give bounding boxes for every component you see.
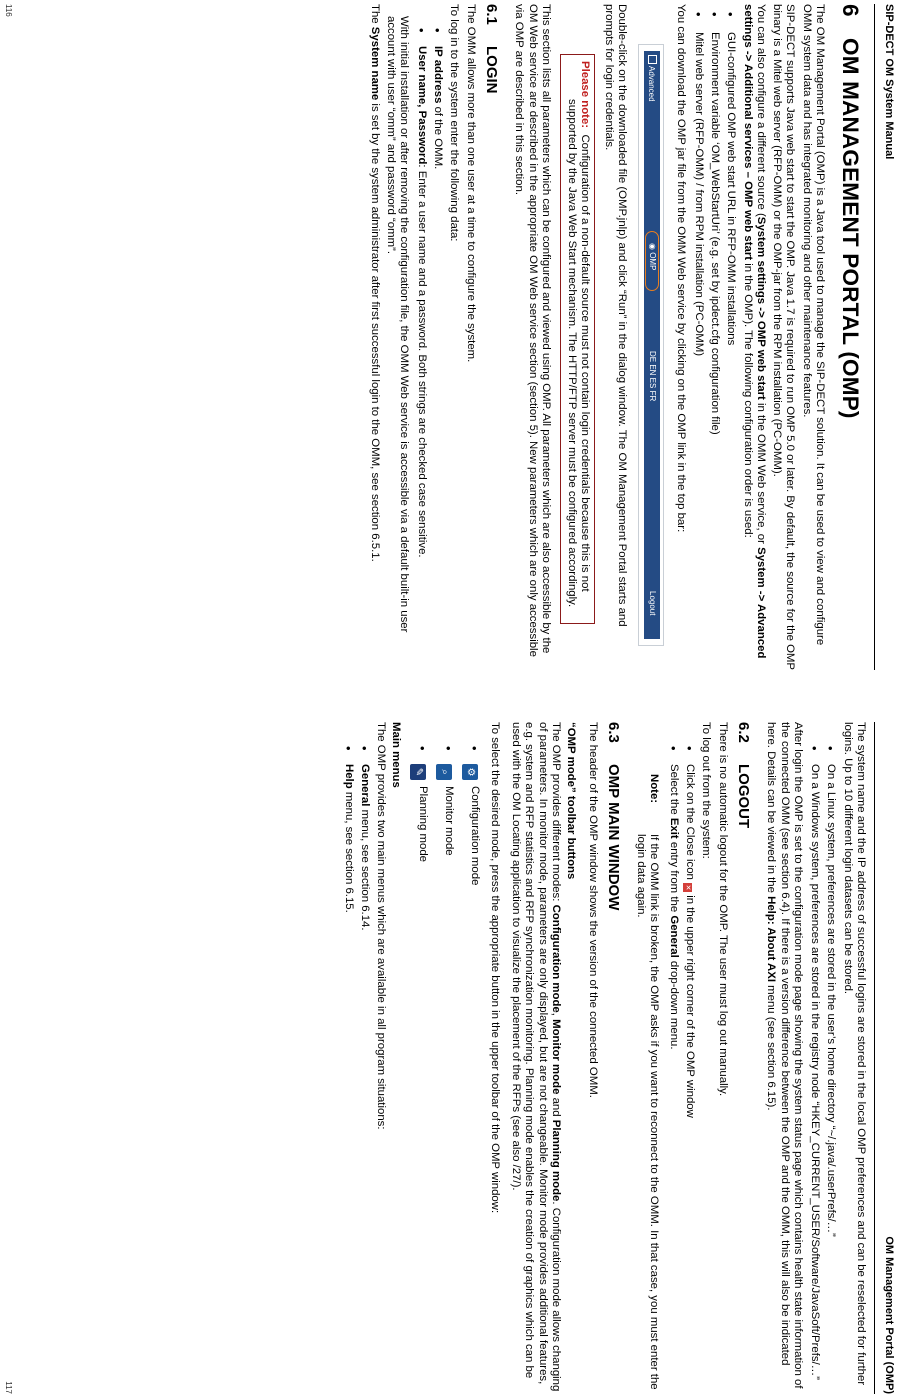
text-run: menu, see section 6.14. — [358, 806, 371, 931]
section-title-text: OMP MAIN WINDOW — [604, 764, 622, 911]
text-run: menu, see section 6.15. — [342, 788, 355, 913]
advanced-link[interactable] — [646, 55, 657, 102]
page-number-right: 117 — [4, 1381, 13, 1394]
bullet-icon: • — [356, 746, 372, 751]
paragraph: This section lists all parameters which can be configured and viewed using OMP. All parameters which are also accessible by the OM Web service are described in the appropriate OM Web service section (section 5). New parameters which are only accessible via OMP are described in this section. — [513, 4, 552, 657]
chapter-number: 6 — [838, 4, 863, 17]
paragraph: With initial installation or after removing the configuration file, the OMM Web service is accessible via a default built-in user account with user “omm” and password “omm”. — [385, 16, 411, 633]
paragraph: You can download the OMP jar file from the OMM Web service by clicking on the OMP link in the top bar: — [675, 4, 688, 533]
bullet-icon: • — [807, 746, 823, 751]
header-rule-left — [874, 4, 875, 670]
running-header-right: OM Management Portal (OMP) — [883, 1236, 895, 1394]
paragraph: The OMM allows more than one user at a time to configure the system. — [464, 4, 477, 363]
list-item — [462, 722, 481, 1394]
text-run: : Enter a user name and a password. Both strings are checked case sensitive. — [415, 164, 428, 558]
menus-list — [341, 722, 371, 1394]
page-number-left: 116 — [4, 4, 13, 17]
text-run: and — [549, 1094, 562, 1120]
page-body-left — [365, 4, 867, 670]
text-run: drop-down menu. — [667, 957, 680, 1050]
language-links[interactable]: DE EN ES FR — [648, 351, 658, 402]
section-title-text: LOGIN — [482, 46, 500, 94]
list-item-text: On a Linux system, preferences are stored in the user’s home directory “~/.java/.userPrefs/…” — [825, 764, 838, 1237]
paragraph — [368, 4, 381, 670]
paragraph: To log out from the system: — [700, 722, 713, 859]
text-run-bold: System settings -> OMP web start — [754, 216, 767, 400]
bullet-icon: • — [823, 746, 839, 751]
text-run: After login the OMP is set to the configuration mode page showing the system status page which contains health state information of the connected OMM (see section 6.4). If there is a version difference between the OMP and the OMM, this will also be indicated here. Details can be viewed in the — [765, 722, 804, 1389]
text-run-bold: Configuration mode — [549, 904, 562, 1013]
text-run-bold: User name — [415, 46, 428, 105]
list-item: • User name, Password: Enter a user name and a password. Both strings are checked case sensitive. — [413, 28, 429, 558]
list-item — [436, 722, 455, 1394]
text-run: in the OMM Web service, or — [754, 399, 767, 548]
section-title — [482, 4, 500, 670]
list-item — [708, 4, 721, 670]
paragraph — [764, 722, 804, 1394]
list-item-text: Environment variable ‘OM_WebStartUri’ (e.g. set by ipdect.cfg configuration file) — [708, 32, 721, 435]
section-number: 6.3 — [604, 722, 622, 743]
section-number: 6.1 — [482, 4, 500, 25]
paragraph: The header of the OMP window shows the version of the connected OMM. — [586, 722, 599, 1098]
text-run-bold: : — [765, 920, 778, 928]
logout-steps-list — [666, 722, 696, 1394]
login-data-list — [414, 4, 444, 670]
page-116 — [0, 0, 901, 690]
bullet-icon: • — [441, 746, 457, 751]
paragraph: To select the desired mode, press the appropriate button in the upper toolbar of the OMP window: — [488, 722, 501, 1214]
list-item-text: GUI-configured OMP web start URL in RFP-OMM installations — [725, 32, 738, 346]
bullet-icon: • — [665, 746, 681, 751]
list-item-text: Mitel web server (RFP-OMM) / from RPM installation (PC-OMM) — [692, 32, 705, 357]
note-box — [560, 54, 596, 624]
section-title — [604, 722, 622, 1394]
bullet-icon: • — [723, 12, 739, 17]
mode-label: Configuration mode — [469, 786, 482, 886]
text-run: is set by the system administrator after first successful login to the OMM, see section 6.5.1. — [368, 100, 381, 562]
text-run-bold: Planning mode — [549, 1119, 562, 1202]
list-item — [808, 722, 821, 1394]
paragraph: The system name and the IP address of successful logins are stored in the local OMP preferences and can be reselected for further logins. Up to 10 different login datasets can be stored. — [841, 722, 867, 1386]
preferences-list — [808, 722, 838, 1394]
list-item — [691, 4, 704, 670]
text-run: in the upper right corner of the OMP window — [684, 892, 697, 1118]
list-item — [683, 722, 696, 1394]
list-item — [341, 722, 354, 1394]
chapter-title — [837, 4, 863, 670]
magnifier-icon[interactable]: ⌕ — [436, 764, 452, 780]
omp-label: OMP — [648, 252, 658, 271]
text-run: of the OMM. — [432, 103, 445, 170]
text-run: Click on the Close icon — [684, 764, 697, 884]
text-run: in the OMP). The following configuration order is used: — [741, 260, 754, 538]
list-item — [824, 722, 837, 1394]
text-run-bold: General — [358, 764, 371, 807]
section-title-text: LOGOUT — [734, 764, 752, 829]
subheading: Main menus — [390, 722, 403, 788]
subheading: “OMP mode” toolbar buttons — [565, 722, 578, 880]
header-rule-right — [874, 722, 875, 1394]
bullet-icon: • — [682, 746, 698, 751]
checkbox-icon — [648, 55, 657, 64]
note-label: Note: — [648, 774, 661, 804]
text-run: entry from the — [667, 838, 680, 916]
list-item — [358, 722, 371, 1394]
text-run: The OMP provides different modes: — [549, 722, 562, 905]
text-run-bold: System name — [368, 26, 381, 101]
list-item — [431, 4, 444, 670]
text-run: Select the — [667, 764, 680, 818]
bullet-icon: • — [415, 746, 431, 751]
pencil-icon[interactable]: ✎ — [410, 764, 426, 780]
text-run-bold: Password — [415, 110, 428, 165]
text-run-bold: System -> Advanced settings -> Additional services – OMP web start — [741, 4, 767, 659]
note — [634, 774, 661, 1394]
paragraph: To log in to the system enter the following data: — [448, 4, 461, 242]
paragraph: Double-click on the downloaded file (OMP.jnlp) and click “Run” in the dialog window. The OM Management Portal starts and prompts for login credentials. — [602, 4, 629, 627]
mode-label: Monitor mode — [443, 786, 456, 856]
text-run: You can also configure a different source ( — [754, 4, 767, 217]
list-item-text: On a Windows system, preferences are stored in the registry node “HKEY_CURRENT_USER/Software/JavaSoft/Prefs/…” — [809, 764, 822, 1380]
advanced-label: Advanced — [647, 66, 657, 102]
text-run-bold: About AXI — [765, 927, 778, 982]
section-title — [734, 722, 752, 1394]
note-text: Configuration of a non-default source must not contain login credentials because this is not supported by the Java Web Start mechanism. The HTTP/FTP server must be configured accordingly. — [566, 99, 592, 608]
chapter-title-text: OM MANAGEMENT PORTAL (OMP) — [838, 38, 863, 419]
text-run: , — [549, 1012, 562, 1020]
text-run-bold: Help — [765, 896, 778, 921]
paragraph — [740, 4, 767, 670]
omp-link[interactable]: ◉ OMP — [648, 243, 658, 271]
bullet-icon: • — [430, 28, 446, 33]
logout-link[interactable]: Logout — [648, 591, 658, 616]
bullet-icon: • — [467, 746, 483, 751]
bullet-icon: • — [706, 12, 722, 17]
text-run: . Configuration mode allows changing of parameters. In monitor mode, parameters are only displayed, but are not changeable. Monitor mode provides additional features, e.g. system and RFP statistics and RFP synchronization monitoring. Planning mode enables the creation of graphics which can be used with the OM Locating application to visualize the placement of the RFPs (see also /27/). — [510, 722, 562, 1392]
running-header-left: SIP-DECT OM System Manual — [883, 4, 895, 160]
note-label: Please note: — [579, 61, 592, 129]
section-number: 6.2 — [734, 722, 752, 743]
paragraph: The OMP provides two main menus which are available in all program situations: — [375, 722, 388, 1130]
bullet-icon: • — [690, 12, 706, 17]
omm-web-topbar-screenshot — [638, 44, 664, 646]
text-run-bold: Exit — [667, 817, 680, 839]
mode-list — [410, 722, 481, 1394]
paragraph: There is no automatic logout for the OMP. The user must log out manually. — [716, 722, 729, 1097]
note-text: If the OMM link is broken, the OMP asks if you want to reconnect to the OMM. In that case, you must enter the login data again. — [635, 834, 661, 1390]
text-run: The — [368, 4, 381, 27]
gear-icon[interactable]: ⚙ — [462, 764, 478, 780]
text-run-bold: Help — [342, 764, 355, 789]
list-item — [666, 722, 679, 1394]
bullet-icon: • — [413, 28, 429, 33]
topbar-background — [644, 51, 660, 639]
text-run: menu (see section 6.15). — [765, 981, 778, 1111]
close-icon: ✕ — [684, 884, 692, 891]
text-run-bold: Monitor mode — [549, 1019, 562, 1095]
config-order-list — [691, 4, 737, 670]
text-run-bold: General — [667, 915, 680, 958]
page-body-right — [337, 722, 867, 1394]
paragraph: SIP-DECT supports Java web start to start the OMP. Java 1.7 is required to run OMP 5.0 or later. By default, the source for the OMP binary is a Mitel web server (RFP-OMM) or the OMP-jar from the RPM installation (PC-OMM). — [771, 4, 797, 670]
text-run-bold: IP address — [432, 46, 445, 104]
list-item — [724, 4, 737, 670]
mode-label: Planning mode — [417, 786, 430, 862]
bullet-icon: • — [340, 746, 356, 751]
list-item — [410, 722, 429, 1394]
paragraph: The OM Management Portal (OMP) is a Java tool used to manage the SIP-DECT solution. It can be used to view and configure OMM system data and has integrated monitoring and other maintenance features. — [800, 4, 826, 646]
paragraph — [509, 722, 562, 1394]
page-117 — [0, 708, 901, 1398]
